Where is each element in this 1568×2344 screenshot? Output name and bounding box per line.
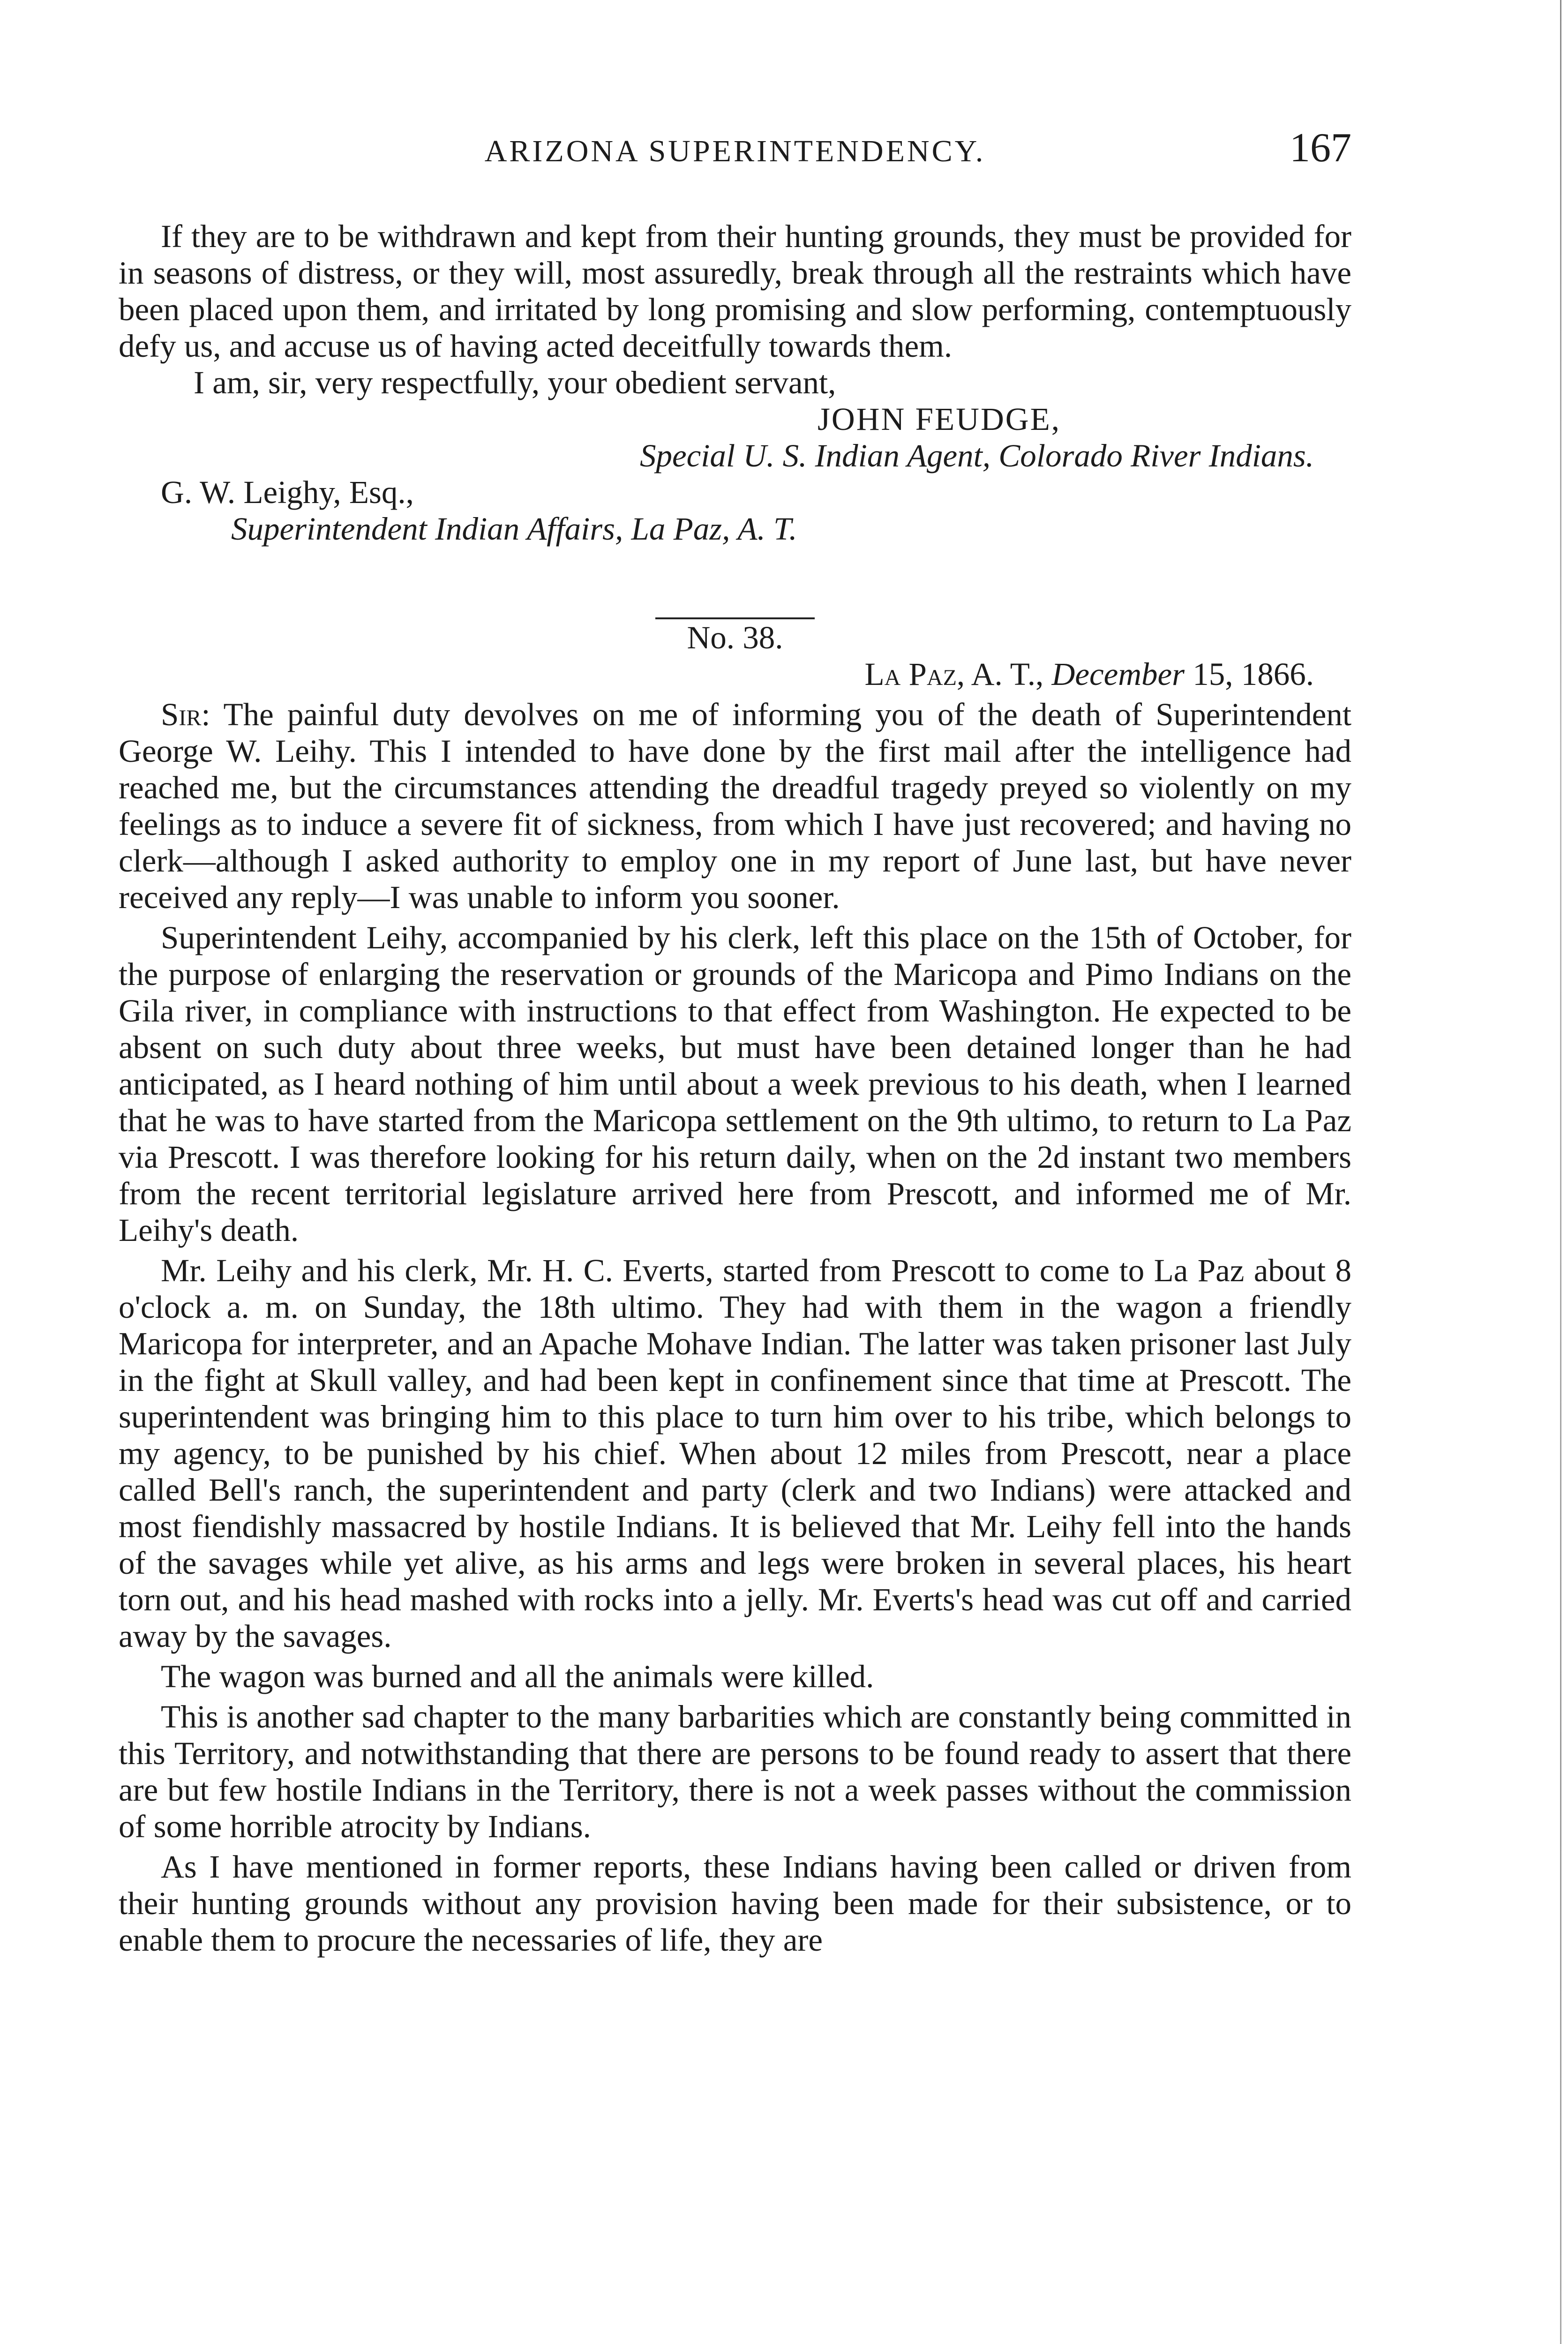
letter-two-paragraph: As I have mentioned in former reports, these Indians having been called or driven from their hunting grounds without any provision having been made for their subsistence, or to enable them to procure the necessaries of life, they are [119, 1849, 1351, 1958]
dateline-day-year: 15, 1866. [1193, 656, 1314, 692]
letter-one-closing-paragraph: If they are to be withdrawn and kept from their hunting grounds, they must be provided for in seasons of distress, or they will, most assuredly, break through all the restraints which have been placed upon them, and irritated by long promising and slow performing, contemptuously defy us, and accuse us of having acted deceitfully towards them. [119, 218, 1351, 364]
dateline [119, 656, 1351, 692]
signature-title: Special U. S. Indian Agent, Colorado River Indians. [640, 438, 1314, 473]
dateline-place: La Paz, A. T., [864, 656, 1044, 692]
document-page [119, 0, 1351, 2344]
addressee-name: G. W. Leighy, Esq., [161, 474, 414, 510]
letter-two-paragraph: This is another sad chapter to the many barbarities which are constantly being committed in this Territory, and notwithstanding that there are persons to be found ready to assert that there are but few hostile Indians in the Territory, there is not a week passes without the commission of some horrible atrocity by Indians. [119, 1699, 1351, 1844]
salutation: Sir: [161, 697, 210, 732]
letter-two-paragraph [119, 696, 1351, 916]
signature-name: JOHN FEUDGE, [818, 401, 1061, 437]
page-number: 167 [1290, 125, 1351, 171]
valediction: I am, sir, very respectfully, your obedient servant, [194, 365, 836, 400]
dateline-month: December [1051, 656, 1185, 692]
addressee-title: Superintendent Indian Affairs, La Paz, A. T. [231, 511, 797, 547]
document-number: No. 38. [687, 620, 783, 655]
page-header [119, 124, 1351, 180]
running-title: ARIZONA SUPERINTENDENCY. [484, 134, 986, 168]
letter-two-paragraph: Superintendent Leihy, accompanied by his clerk, left this place on the 15th of October, for the purpose of enlarging the reservation or grounds of the Maricopa and Pimo Indians on the Gila river, in compliance with instructions to that effect from Washington. He expected to be absent on such duty about three weeks, but must have been detained longer than he had anticipated, as I heard nothing of him until about a week previous to his death, when I learned that he was to have started from the Maricopa settlement on the 9th ultimo, to return to La Paz via Prescott. I was therefore looking for his return daily, when on the 2d instant two members from the recent territorial legislature arrived here from Prescott, and informed me of Mr. Leihy's death. [119, 920, 1351, 1248]
letter-two-paragraph: The wagon was burned and all the animals were killed. [161, 1659, 874, 1694]
scan-edge [1560, 0, 1561, 2344]
body-text [119, 218, 1351, 1958]
letter-two-paragraph: Mr. Leihy and his clerk, Mr. H. C. Everts, started from Prescott to come to La Paz about 8 o'clock a. m. on Sunday, the 18th ultimo. They had with them in the wagon a friendly Maricopa for interpreter, and an Apache Mohave Indian. The latter was taken prisoner last July in the fight at Skull valley, and had been kept in confinement since that time at Prescott. The superintendent was bringing him to this place to turn him over to his tribe, which belongs to my agency, to be punished by his chief. When about 12 miles from Prescott, near a place called Bell's ranch, the superintendent and party (clerk and two Indians) were attacked and most fiendishly massacred by hostile Indians. It is believed that Mr. Leihy fell into the hands of the savages while yet alive, as his arms and legs were broken in several places, his heart torn out, and his head mashed with rocks into a jelly. Mr. Everts's head was cut off and carried away by the savages. [119, 1253, 1351, 1654]
paragraph-text: The painful duty devolves on me of informing you of the death of Superintendent George W. Leihy. This I intended to have done by the first mail after the intelligence had reached me, but the circumstances attending the dreadful tragedy preyed so violently on my feelings as to induce a severe fit of sickness, from which I have just recovered; and having no clerk—although I asked authority to employ one in my report of June last, but have never received any reply—I was unable to inform you sooner. [119, 697, 1351, 915]
